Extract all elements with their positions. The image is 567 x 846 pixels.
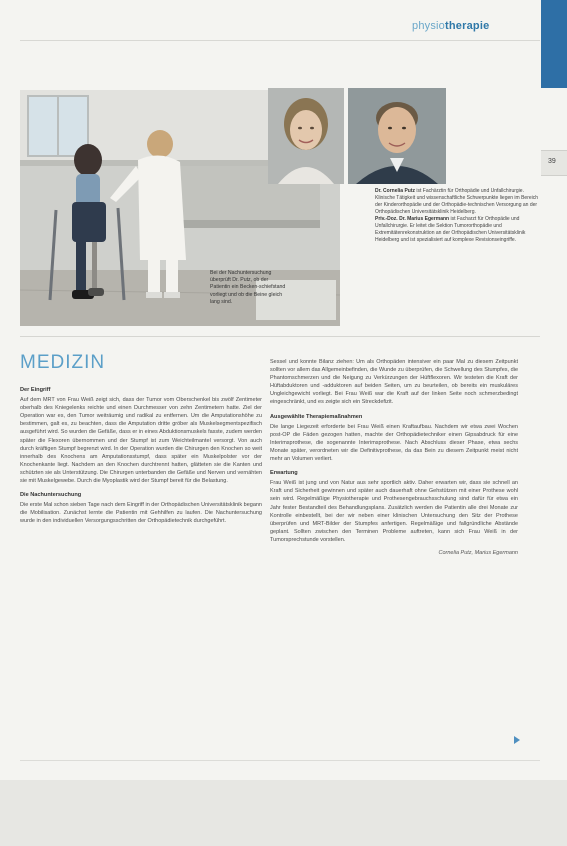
- section-title: MEDIZIN: [20, 352, 106, 373]
- portrait-2-illustration: [348, 88, 446, 184]
- portrait-2-name: Priv.-Doz. Dr. Marius Egermann: [375, 216, 450, 222]
- portrait-1-illustration: [268, 88, 344, 184]
- portrait-cornelia-putz: [268, 88, 344, 184]
- author-signature: Cornelia Putz, Marius Egermann: [438, 549, 518, 556]
- portrait-marius-egermann: [348, 88, 446, 184]
- heading-nachuntersuchung: Die Nachuntersuchung: [20, 492, 82, 499]
- portrait-1-name: Dr. Cornelia Putz: [375, 188, 416, 194]
- portraits-caption: [375, 188, 539, 244]
- paragraph-nachuntersuchung: Die erste Mal schon sieben Tage nach dem Eingriff in der Orthopädischen Universitätsklinik begann die Mobilisation. Zunächst lernte die Patientin mit Gehhilfen zu laufen. Die Nachuntersuchung wurde in den individuellen Versorgungsschritten der Orthopädietechnik durchgeführt.: [20, 502, 262, 525]
- article-column-right: [270, 358, 518, 557]
- header-rule: [20, 40, 540, 41]
- section-divider: [20, 336, 540, 337]
- continue-arrow-icon: [514, 736, 520, 744]
- main-photo-caption: Bei der Nachuntersuchung überprüft Dr. Putz, ob der Patientin ein Becken-schiefstand vorliegt und ob die Beine gleich lang sind.: [210, 270, 286, 305]
- paragraph-therapiemassnahmen: Die lange Liegezeit erforderte bei Frau Weiß einen Kraftaufbau. Nachdem wir etwa zwei Wochen post-OP die Fäden gezogen hatten, machte der Orthopädietechniker einen Gipsabdruck für eine Interimsprothese, die sogenannte Interimsprothese. Nach Abschluss dieser Phase, etwa sechs Monate später, verordneten wir die Definitivprothese, da das Bein zu diesem Zeitpunkt meist nicht mehr an Volumen verliert.: [270, 423, 518, 463]
- article-column-left: [20, 380, 262, 531]
- heading-erwartung: Erwartung: [270, 470, 298, 477]
- page-number: 39: [548, 158, 556, 165]
- magazine-section-brand: physiotherapie: [412, 20, 490, 32]
- bottom-rule: [20, 760, 540, 761]
- section-color-bar: [541, 0, 567, 88]
- heading-eingriff: Der Eingriff: [20, 387, 51, 393]
- portrait-2-bio: ist Facharzt für Orthopädie und Unfallchirurgie. Er leitet die Sektion Tumororthopädie und Extremitätenrekonstruktion an der Orthopädischen Universitätsklinik Heidelberg und ist spezialisiert auf komplexe Revisionseingriffe.: [375, 216, 526, 243]
- paragraph-erwartung: Frau Weiß ist jung und von Natur aus sehr sportlich aktiv. Daher erwarten wir, dass sie schnell an Kraft und Sicherheit gewinnen und später auch dauerhaft ohne Gehstützen mit einer Prothese wohl sein wird. Regelmäßige Physiotherapie und Prothesengebrauchsschulung sind dafür für etwa ein Jahr fester Bestandteil des Behandlungsplans. Zusätzlich werden die Patientin alle drei Monate zur Kontrolle einbestellt, bei der wir neben einer klinischen Untersuchung den Sitz der Prothese überprüfen und MRT-Bilder der Stumpfes anfertigen. Regelmäßige und fallgründliche Abstände geplant. Sollten zwischen den Terminen Probleme auftreten, kann sich Frau Weiß in der Tumorsprechstunde vorstellen.: [270, 480, 518, 543]
- portrait-1-bio: ist Fachärztin für Orthopädie und Unfallchirurgie. Klinische Tätigkeit und wissenschaftliche Schwerpunkte liegen im Bereich der Kinderorthopädie und der Orthopädie-technischen Versorgung an der Orthopädischen Universitätsklinik Heidelberg.: [375, 188, 539, 215]
- paragraph-continuation: Sessel und konnte Bilanz ziehen: Um als Orthopäden intensiver ein paar Mal zu diesem Zeitpunkt sollten vor allem das Allgemeinbefinden, die Wunde zu überprüfen, die Schwellung des Stumpfes, die Phantomschmerzen und die Neigung zu Verkürzungen der Hüftflexoren. Wir testeten die Kraft der Hüftabduktoren und -adduktoren auf beiden Seiten, um zu beurteilen, ob bereits ein muskuläres Ungleichgewicht vorliegt. Bei Frau Weiß war die Kraft auf der linken Seite noch schmerzbedingt eingeschränkt, und es zeigte sich ein Streckdefizit.: [270, 359, 518, 406]
- paragraph-eingriff: Auf dem MRT von Frau Weiß zeigt sich, dass der Tumor vom Oberschenkel bis zwölf Zentimeter oberhalb des Kniegelenks reichte und einen Durchmesser von zehn Zentimetern hatte. Ziel der Operation war es, den Tumor weiträumig und radikal zu entfernen. Um die Amputationshöhe zu bestimmen, galt es, zu beachten, dass die Amputation dritte gröber als Muskelsegmentspezifisch ausgeführt wird. So wurden die Gefäße, dass er in eines Abduktionsmuskels fasste, zudem werden später die Flexoren übernommen und der Stumpf ist zum Weichteilmantel versorgt. Von auch durch kräftigen Stumpf begrenzt wird. In der Operation wurden die Chirurgen den Knochen so weit innerhalb des Knochens am Amputationsstumpf, dass später ein Muskelpolster vor der Knochenkante liegt. Nachdem an den Knochen durchtrennt hatten, glätteten sie die Kanten und schützten sie als Unterstützung. Die Chirurgen unterbanden die Gefäße und Nerven und vernähten sie mit Muskelgewebe. Durch die Myoplastik wird der Stumpf bereit für die Belastung.: [20, 397, 262, 485]
- page-bottom-margin: [0, 780, 567, 846]
- heading-therapiemassnahmen: Ausgewählte Therapiemaßnahmen: [270, 413, 363, 420]
